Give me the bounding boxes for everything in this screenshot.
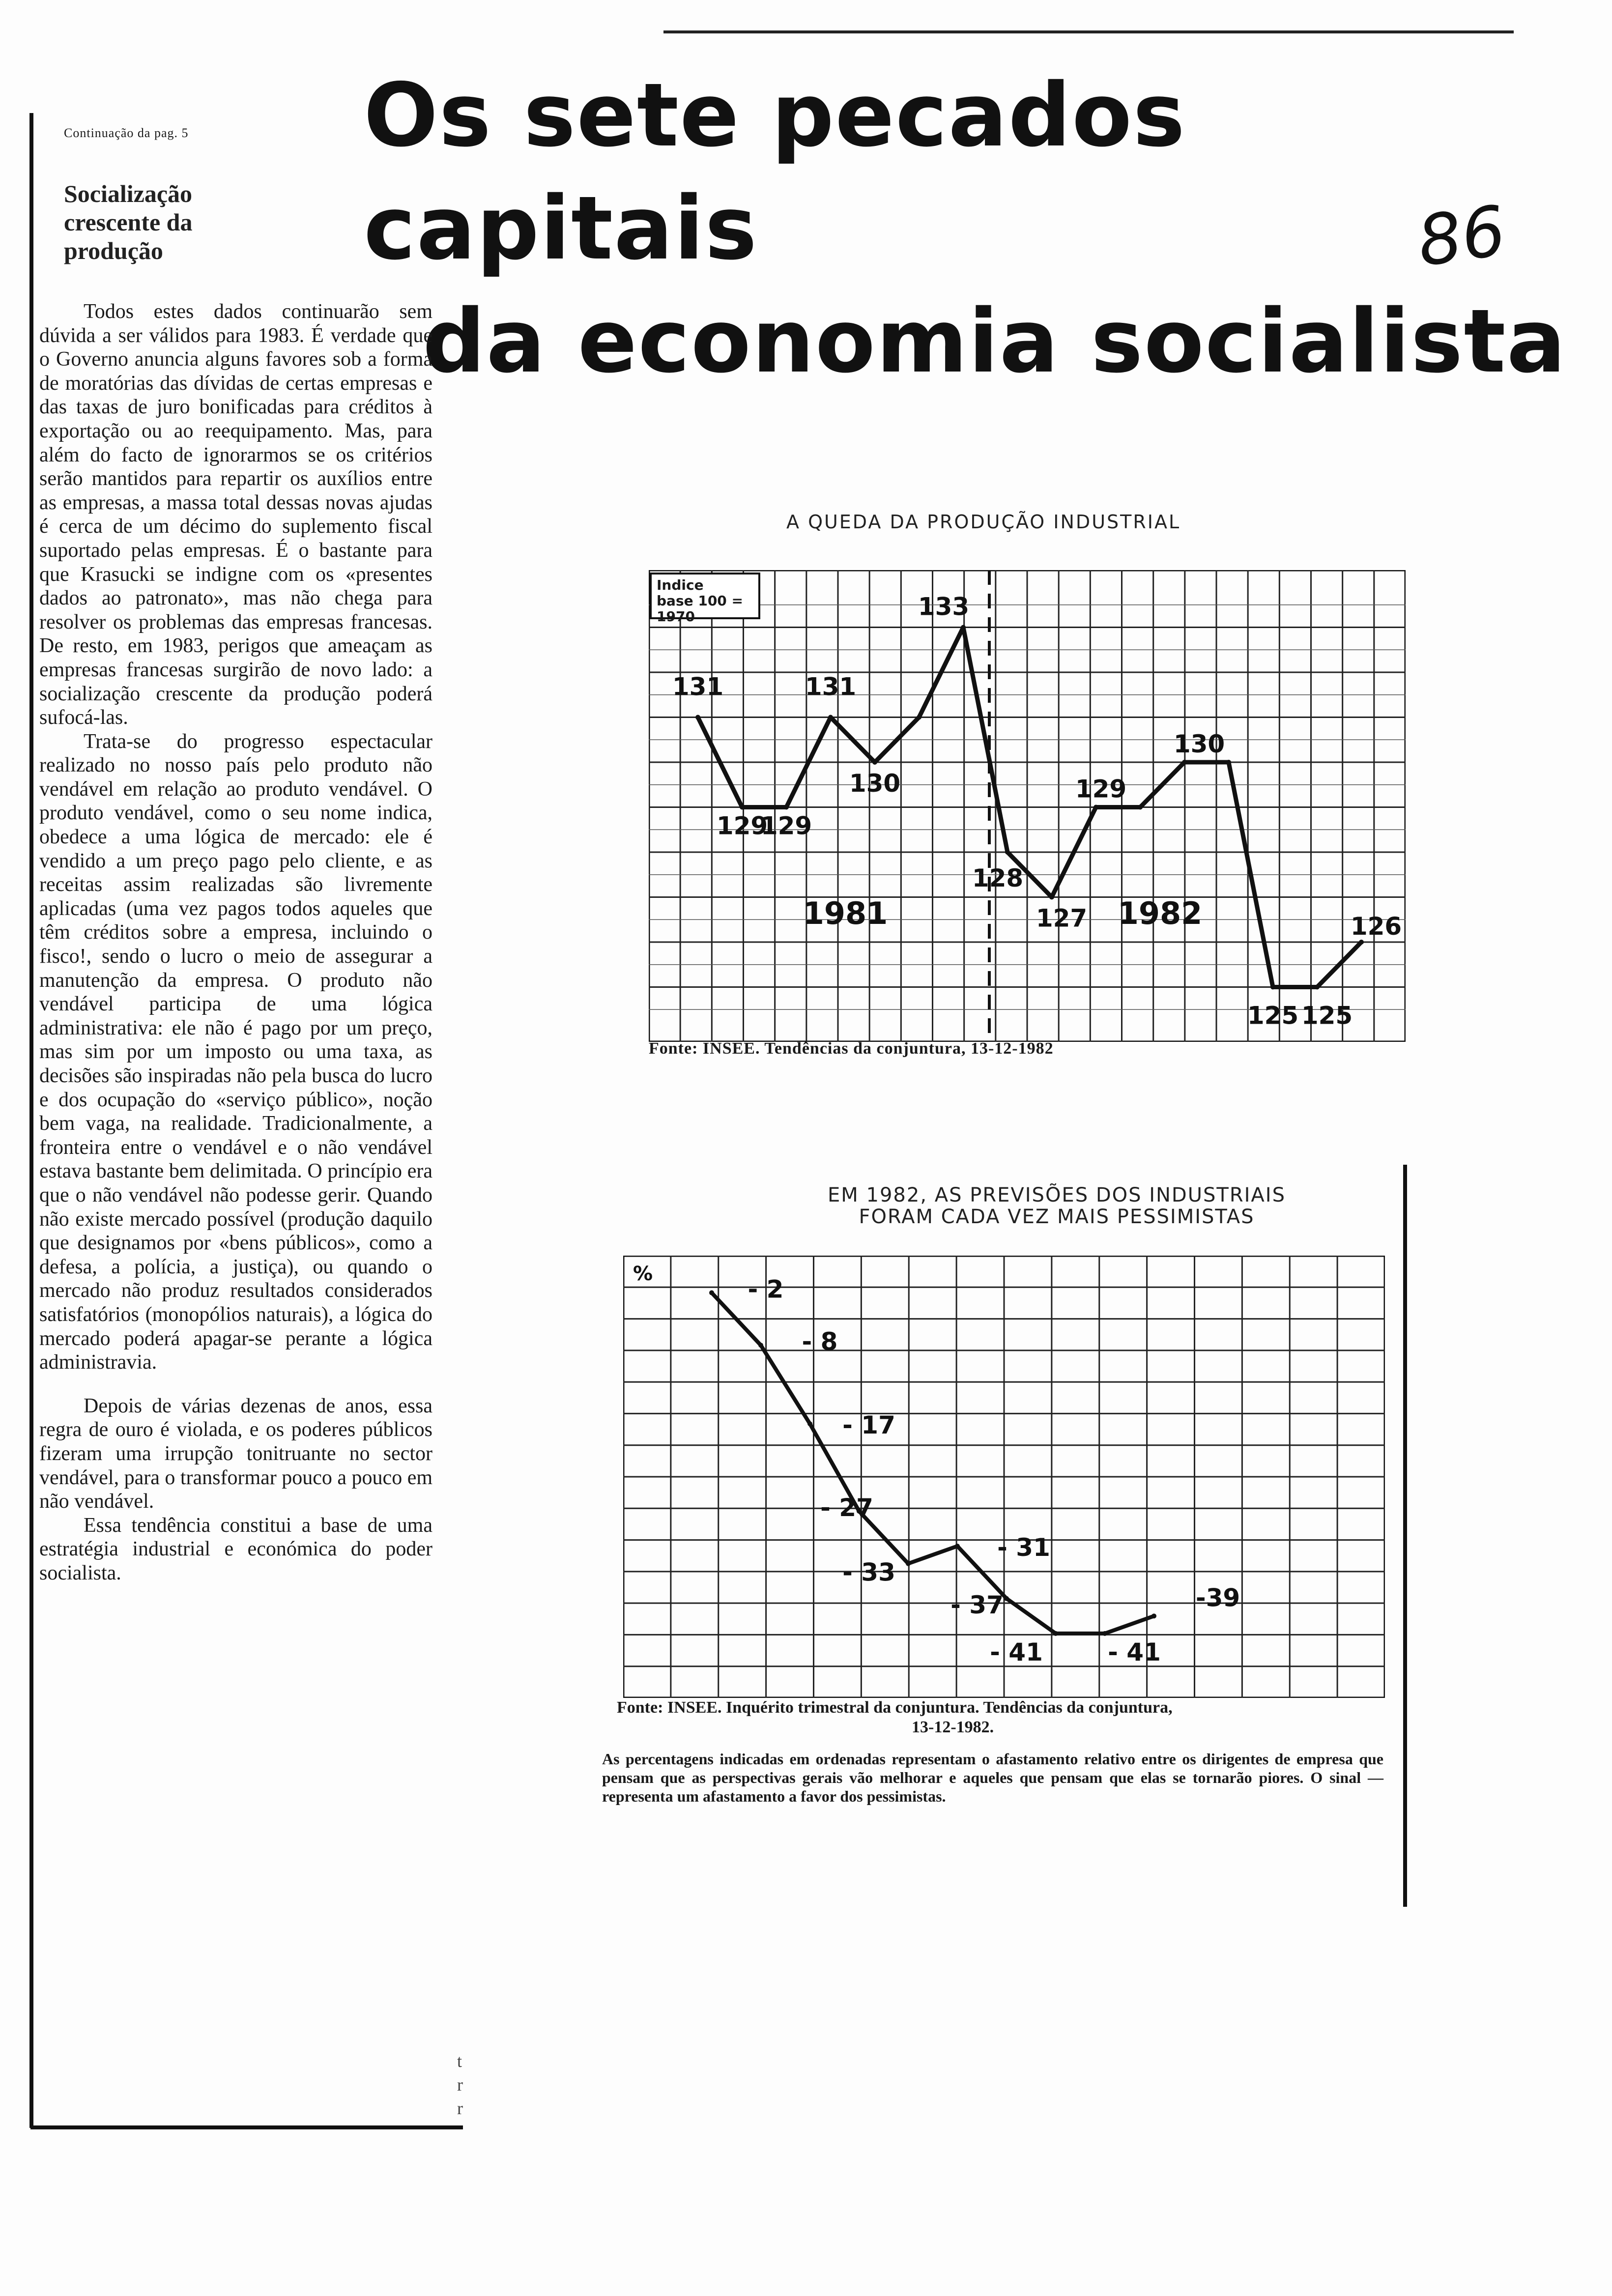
chart1-data-point bbox=[695, 715, 700, 720]
column-rule bbox=[29, 113, 33, 2128]
chart1-data-label: 130 bbox=[1173, 730, 1225, 758]
article-paragraph: Essa tendência constitui a base de uma estratégia industrial e económica do poder socialista. bbox=[39, 1514, 432, 1584]
chart2-data-label: - 2 bbox=[748, 1275, 784, 1304]
chart2-data-label: - 37 bbox=[950, 1590, 1004, 1619]
chart1-data-point bbox=[1270, 985, 1275, 990]
article-paragraph: Depois de várias dezenas de anos, essa regra de ouro é violada, e os poderes públicos fizeram uma irrupção tonitruante no sector vendável, para o transformar pouco a pouco em não vendável. bbox=[39, 1394, 433, 1513]
chart1-data-label: 125 bbox=[1247, 1001, 1299, 1030]
chart1-ylabel-line1: Indice bbox=[657, 577, 704, 593]
column-bottom-rule bbox=[30, 2125, 463, 2129]
chart2-side-rule bbox=[1403, 1165, 1407, 1907]
chart2-data-label: - 41 bbox=[990, 1637, 1043, 1666]
chart1-data-label: 129 bbox=[760, 811, 812, 840]
headline-line-2: da economia socialista bbox=[423, 290, 1567, 392]
chart1-data-label: 128 bbox=[972, 864, 1024, 892]
chart2-data-label: - 41 bbox=[1108, 1637, 1161, 1666]
chart2-title-line2: FORAM CADA VEZ MAIS PESSIMISTAS bbox=[859, 1205, 1255, 1228]
chart1-data-point bbox=[828, 715, 833, 720]
chart1-data-label: 130 bbox=[849, 769, 901, 798]
chart1-data-label: 129 bbox=[1075, 775, 1127, 804]
chart1-data-point bbox=[872, 760, 877, 765]
chart2-data-point bbox=[1102, 1631, 1107, 1636]
chart1-data-point bbox=[1182, 760, 1187, 765]
chart1-data-point bbox=[917, 715, 921, 720]
chart2-data-point bbox=[1004, 1596, 1009, 1601]
chart2-data-point bbox=[906, 1561, 911, 1566]
chart2-data-point bbox=[1053, 1631, 1058, 1636]
chart2-data-point bbox=[807, 1421, 812, 1426]
chart1-data-point bbox=[1005, 850, 1010, 855]
article-body bbox=[39, 300, 432, 1585]
chart2-source bbox=[617, 1698, 1383, 1737]
chart1-data-label: 131 bbox=[805, 672, 857, 701]
chart2-note: As percentagens indicadas em ordenadas representam o afastamento relativo entre os dirigentes de empresa que pensam que as perspectivas gerais vão melhorar e aqueles que pensam que elas se tornarão piores. O sinal — representa um afastamento a favor dos pessimistas. bbox=[602, 1750, 1383, 1805]
chart1-data-label: 126 bbox=[1350, 912, 1402, 941]
chart1-ylabel-line2: base 100 = 1970 bbox=[657, 593, 743, 625]
chart2-data-label: - 8 bbox=[802, 1327, 838, 1356]
margin-marks bbox=[457, 2049, 463, 2120]
chart2-data-label: - 33 bbox=[842, 1558, 895, 1587]
chart1-data-point bbox=[1315, 985, 1320, 990]
chart1-axis-label bbox=[650, 573, 760, 625]
chart1-data-point bbox=[1094, 805, 1098, 810]
handwritten-note: 86 bbox=[1412, 191, 1511, 283]
headline bbox=[364, 59, 1592, 398]
chart1-data-point bbox=[740, 805, 745, 810]
article-paragraph: Trata-se do progresso espectacular realizado no nosso país pelo produto não vendável em relação ao produto vendável. O produto vendável, como o seu nome indica, obedece a uma lógica de mercado: ele é vendido a um preço pago pelo cliente, e as receitas assim realizadas são livremente aplicadas (uma vez pagos todos aqueles que têm créditos sobre a empresa, incluindo o fisco!, sendo o lucro o meio de assegurar a manutenção da empresa. O produto não vendável participa de uma lógica administrativa: ele não é pago por um preço, mas sim por um imposto ou uma taxa, as decisões são inspiradas não pela busca do lucro e dos ocupação do «serviço público», noção bem vaga, na realidade. Tradicionalmente, a fronteira entre o vendável e o não vendável estava bastante bem delimitada. O princípio era que o não vendável não podesse gerir. Quando não existe mercado possível (produção daquilo que designamos por «bens públicos», como a defesa, a polícia, a justiça), ou quando o mercado não produz resultados considerados satisfatórios (monopólios naturais), a lógica do mercado poderá apagar-se perante a lógica administravia. bbox=[39, 730, 432, 1374]
chart1-data-point bbox=[961, 625, 966, 630]
chart1-data-point bbox=[784, 805, 789, 810]
chart2-data-point bbox=[1151, 1613, 1156, 1618]
chart1-data-label: 127 bbox=[1036, 904, 1088, 933]
margin-mark: r bbox=[457, 2075, 463, 2095]
chart1-year-label: 1981 bbox=[803, 895, 888, 931]
chart2-data-point bbox=[709, 1291, 714, 1295]
chart1-year-label: 1982 bbox=[1117, 895, 1203, 931]
chart2-ylabel: % bbox=[633, 1263, 653, 1285]
chart1-data-label: 131 bbox=[672, 672, 724, 701]
chart1-data-point bbox=[1049, 895, 1054, 900]
chart2-source-date: 13-12-1982. bbox=[912, 1718, 994, 1736]
industrial-production-chart bbox=[649, 570, 1406, 1042]
chart2-data-label: - 27 bbox=[820, 1493, 873, 1522]
chart1-data-label: 125 bbox=[1301, 1001, 1353, 1030]
chart2-data-label: -39 bbox=[1195, 1583, 1240, 1612]
article-paragraph: Todos estes dados continuarão sem dúvida a ser válidos para 1983. É verdade que o Governo anuncia alguns favores sob a forma de moratórias das dívidas de certas empresas e das taxas de juro bonificadas para créditos à exportação ou ao reequipamento. Mas, para além do facto de ignorarmos se os critérios serão mantidos para repartir os auxílios entre as empresas, a massa total dessas novas ajudas é cerca de um décimo do suplemento fiscal suportado pelas empresas. É o bastante para que Krasucki se indigne com os «presentes dados ao patronato», mas não chega para resolver os problemas das empresas francesas. De resto, em 1983, perigos que ameaçam as empresas francesas surgirão de novo lado: a socialização crescente da produção poderá sufocá-las. bbox=[39, 300, 432, 729]
top-rule bbox=[663, 30, 1514, 33]
chart2-title bbox=[786, 1184, 1327, 1228]
section-title: Socialização crescente da produção bbox=[64, 180, 193, 264]
chart1-data-label: 133 bbox=[918, 592, 970, 621]
chart2-source-text: Fonte: INSEE. Inquérito trimestral da conjuntura. Tendências da conjuntura, bbox=[617, 1698, 1173, 1717]
chart1-data-point bbox=[1138, 805, 1143, 810]
chart1-title: A QUEDA DA PRODUÇÃO INDUSTRIAL bbox=[786, 511, 1181, 533]
chart2-data-point bbox=[758, 1343, 763, 1348]
margin-mark: r bbox=[457, 2098, 463, 2118]
chart2-data-label: - 17 bbox=[842, 1411, 895, 1440]
chart2-data-point bbox=[955, 1544, 960, 1549]
headline-line-1: Os sete pecados capitais bbox=[364, 64, 1186, 279]
margin-mark: t bbox=[457, 2051, 462, 2071]
industrialists-forecast-chart bbox=[623, 1256, 1385, 1698]
continuation-note: Continuação da pag. 5 bbox=[64, 126, 189, 140]
chart1-data-point bbox=[1226, 760, 1231, 765]
chart1-data-label: 129 bbox=[716, 811, 768, 840]
chart2-series-line bbox=[712, 1293, 1154, 1634]
chart1-source: Fonte: INSEE. Tendências da conjuntura, 13-12-1982 bbox=[649, 1039, 1054, 1058]
chart2-data-label: - 31 bbox=[997, 1533, 1050, 1562]
chart2-title-line1: EM 1982, AS PREVISÕES DOS INDUSTRIAIS bbox=[828, 1184, 1286, 1206]
